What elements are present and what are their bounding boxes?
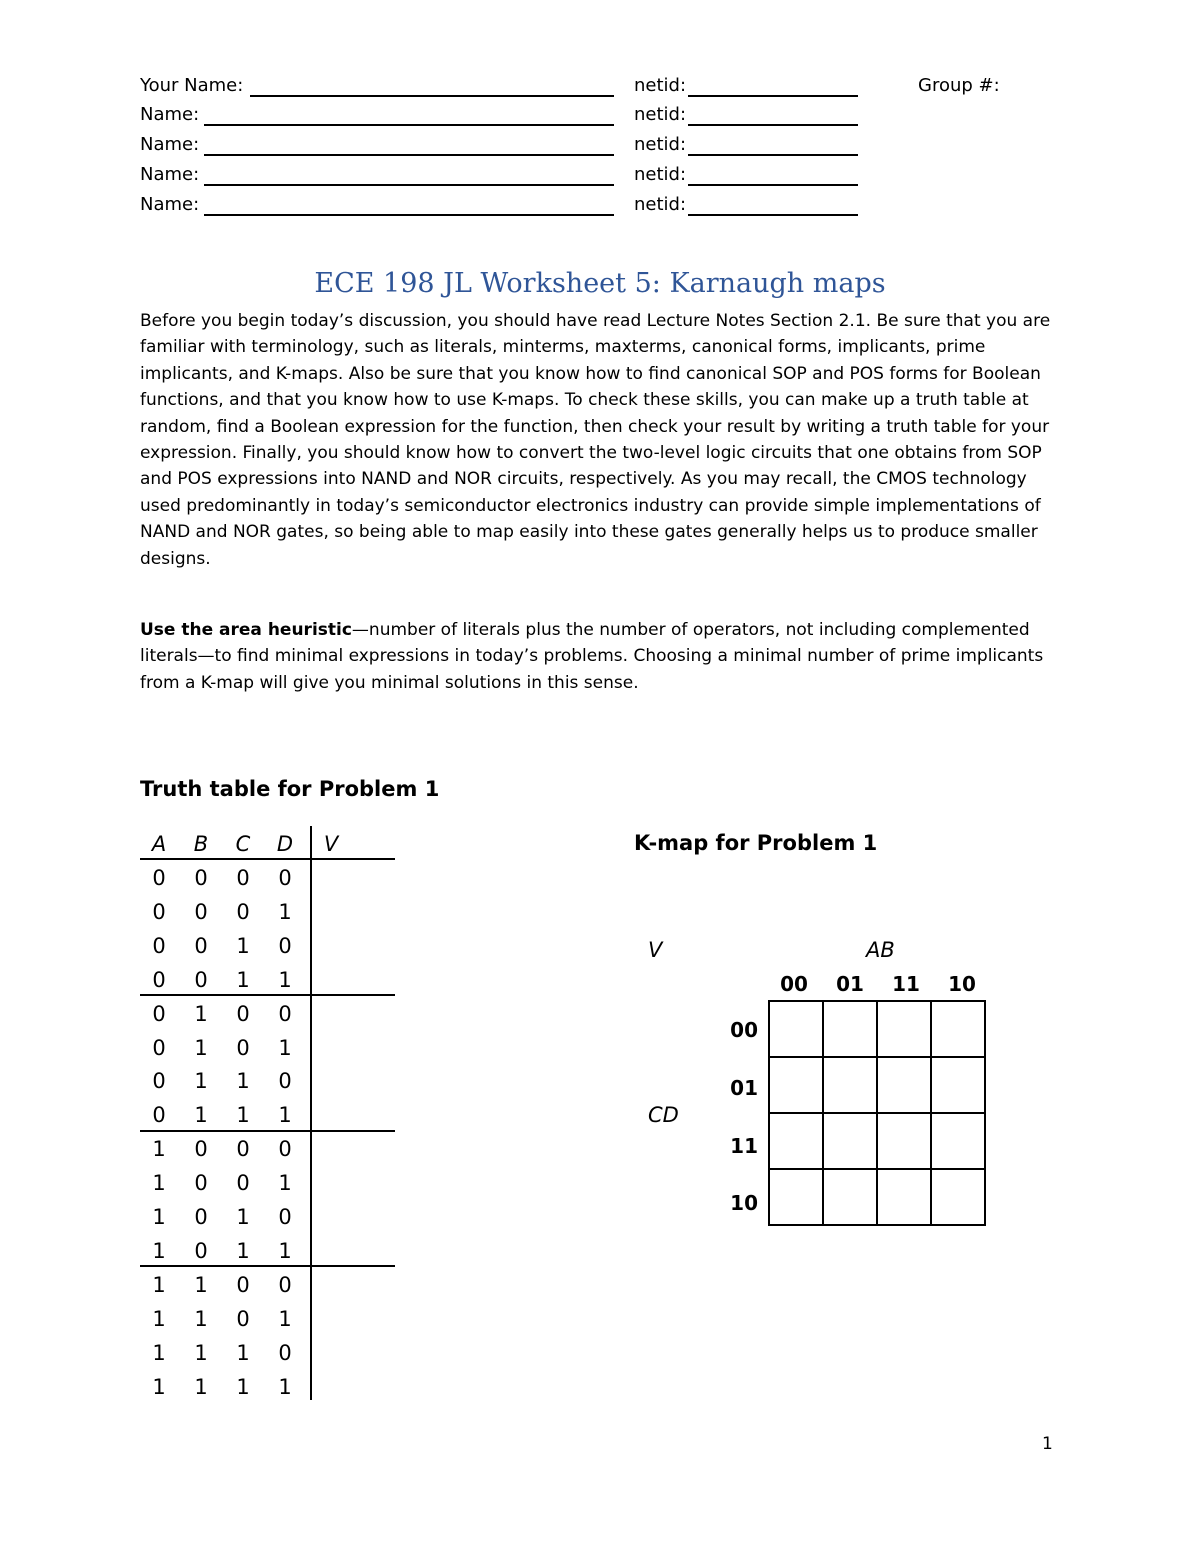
tt-cell: 1 xyxy=(236,1340,250,1365)
page-number: 1 xyxy=(1042,1434,1053,1454)
truth-table-heading: Truth table for Problem 1 xyxy=(140,777,440,801)
kmap-cell[interactable] xyxy=(877,1001,931,1057)
kmap-col-header-11: 11 xyxy=(892,972,920,996)
kmap-cell[interactable] xyxy=(877,1113,931,1169)
netid-label-4: netid: xyxy=(634,194,687,215)
heuristic-text: —number of literals plus the number of operators, not including complemented literals—to find minimal expressions in today’s problems. Choosing a minimal number of prime implicants from a K-map will give you minimal solutions in this sense. xyxy=(140,620,1044,693)
kmap-cell[interactable] xyxy=(931,1001,985,1057)
tt-cell: 0 xyxy=(152,1001,166,1026)
netid-field-2[interactable] xyxy=(688,154,858,156)
netid-field-4[interactable] xyxy=(688,214,858,216)
kmap-cell[interactable] xyxy=(877,1169,931,1225)
tt-output-divider xyxy=(310,826,312,1400)
tt-cell: 0 xyxy=(236,1272,250,1297)
tt-header-c: C xyxy=(235,832,251,856)
tt-cell: 1 xyxy=(152,1340,166,1365)
kmap-cell[interactable] xyxy=(877,1057,931,1113)
tt-cell: 1 xyxy=(278,1238,292,1263)
tt-cell: 1 xyxy=(278,1035,292,1060)
kmap-col-header-01: 01 xyxy=(836,972,864,996)
tt-output-cell[interactable] xyxy=(314,1133,392,1163)
tt-cell: 1 xyxy=(278,1171,292,1196)
tt-cell: 0 xyxy=(194,933,208,958)
tt-output-cell[interactable] xyxy=(314,1337,392,1367)
kmap-row-header-00: 00 xyxy=(730,1018,758,1042)
tt-cell: 1 xyxy=(152,1137,166,1162)
tt-cell: 0 xyxy=(236,1306,250,1331)
tt-header-d: D xyxy=(276,832,294,856)
tt-header-v: V xyxy=(323,832,339,856)
tt-output-cell[interactable] xyxy=(314,1269,392,1299)
tt-header-a: A xyxy=(151,832,167,856)
tt-cell: 1 xyxy=(194,1001,208,1026)
kmap-cell[interactable] xyxy=(823,1057,877,1113)
tt-output-cell[interactable] xyxy=(314,1032,392,1062)
name-field-1[interactable] xyxy=(204,124,614,126)
tt-cell: 1 xyxy=(236,1069,250,1094)
tt-output-cell[interactable] xyxy=(314,896,392,926)
tt-cell: 0 xyxy=(152,1035,166,1060)
tt-cell: 0 xyxy=(194,899,208,924)
tt-cell: 0 xyxy=(194,1137,208,1162)
tt-cell: 0 xyxy=(278,866,292,890)
tt-output-cell[interactable] xyxy=(314,930,392,960)
kmap-column-var-label: AB xyxy=(866,938,895,962)
tt-cell: 0 xyxy=(278,933,292,958)
tt-cell: 0 xyxy=(278,1137,292,1162)
tt-cell: 1 xyxy=(194,1272,208,1297)
tt-cell: 1 xyxy=(236,1103,250,1128)
kmap-cell[interactable] xyxy=(931,1169,985,1225)
tt-cell: 1 xyxy=(194,1069,208,1094)
kmap-grid xyxy=(768,1000,986,1226)
name-field-0[interactable] xyxy=(250,95,614,97)
kmap-heading: K-map for Problem 1 xyxy=(634,831,878,855)
tt-cell: 1 xyxy=(194,1340,208,1365)
name-label-3: Name: xyxy=(140,164,200,185)
tt-output-cell[interactable] xyxy=(314,1167,392,1197)
tt-cell: 1 xyxy=(278,1306,292,1331)
tt-cell: 1 xyxy=(194,1035,208,1060)
tt-cell: 0 xyxy=(278,1069,292,1094)
name-label-1: Name: xyxy=(140,104,200,125)
page-title: ECE 198 JL Worksheet 5: Karnaugh maps xyxy=(314,268,886,299)
tt-cell: 0 xyxy=(278,1001,292,1026)
tt-cell: 0 xyxy=(194,866,208,890)
tt-header-rule xyxy=(140,858,395,860)
tt-cell: 1 xyxy=(278,899,292,924)
tt-output-cell[interactable] xyxy=(314,1099,392,1129)
tt-cell: 1 xyxy=(236,1374,250,1399)
tt-cell: 1 xyxy=(278,967,292,992)
tt-cell: 1 xyxy=(278,1103,292,1128)
tt-cell: 0 xyxy=(236,866,250,890)
netid-label-1: netid: xyxy=(634,104,687,125)
tt-output-cell[interactable] xyxy=(314,862,392,892)
tt-output-cell[interactable] xyxy=(314,1371,392,1401)
kmap-cell[interactable] xyxy=(823,1113,877,1169)
tt-cell: 0 xyxy=(236,1137,250,1162)
kmap-cell[interactable] xyxy=(769,1001,823,1057)
tt-cell: 0 xyxy=(194,967,208,992)
tt-cell: 1 xyxy=(194,1306,208,1331)
kmap-cell[interactable] xyxy=(769,1057,823,1113)
kmap-col-header-00: 00 xyxy=(780,972,808,996)
intro-paragraph: Before you begin today’s discussion, you should have read Lecture Notes Section 2.1. Be sure that you are familiar with terminology, such as literals, minterms, maxterms, canonical forms, implicants, prime implicants, and K-maps. Also be sure that you know how to find canonical SOP and POS forms for Boolean functions, and that you know how to use K-maps. To check these skills, you can make up a truth table at random, find a Boolean expression for the function, then check your result by writing a truth table for your expression. Finally, you should know how to convert the two-level logic circuits that one obtains from SOP and POS expressions into NAND and NOR circuits, respectively. As you may recall, the CMOS technology used predominantly in today’s semiconductor electronics industry can provide simple implementations of NAND and NOR gates, so being able to map easily into these gates generally helps us to produce smaller designs. xyxy=(140,311,1051,569)
kmap-cell[interactable] xyxy=(769,1113,823,1169)
tt-output-cell[interactable] xyxy=(314,964,392,994)
tt-cell: 1 xyxy=(236,967,250,992)
tt-group-rule-2 xyxy=(140,1130,395,1132)
tt-cell: 0 xyxy=(152,1103,166,1128)
heuristic-lead: Use the area heuristic xyxy=(140,620,352,640)
tt-cell: 1 xyxy=(194,1374,208,1399)
tt-cell: 1 xyxy=(236,933,250,958)
kmap-cell[interactable] xyxy=(931,1113,985,1169)
tt-output-cell[interactable] xyxy=(314,1201,392,1231)
name-label-0: Your Name: xyxy=(140,75,244,96)
netid-field-3[interactable] xyxy=(688,184,858,186)
kmap-row-header-11: 11 xyxy=(730,1134,758,1158)
netid-field-1[interactable] xyxy=(688,124,858,126)
kmap-row-var-label: CD xyxy=(648,1103,679,1127)
tt-cell: 0 xyxy=(152,933,166,958)
tt-cell: 1 xyxy=(278,1374,292,1399)
kmap-cell[interactable] xyxy=(769,1169,823,1225)
tt-cell: 0 xyxy=(236,1171,250,1196)
tt-cell: 0 xyxy=(152,967,166,992)
tt-cell: 1 xyxy=(194,1103,208,1128)
kmap-cell[interactable] xyxy=(823,1169,877,1225)
netid-field-0[interactable] xyxy=(688,95,858,97)
name-field-4[interactable] xyxy=(204,214,614,216)
tt-cell: 1 xyxy=(236,1238,250,1263)
tt-group-rule-3 xyxy=(140,1265,395,1267)
tt-cell: 0 xyxy=(236,899,250,924)
tt-cell: 0 xyxy=(236,1001,250,1026)
kmap-col-header-10: 10 xyxy=(948,972,976,996)
name-label-4: Name: xyxy=(140,194,200,215)
tt-header-b: B xyxy=(193,832,209,856)
tt-cell: 0 xyxy=(278,1340,292,1365)
kmap-row-header-01: 01 xyxy=(730,1076,758,1100)
tt-cell: 0 xyxy=(278,1272,292,1297)
kmap-function-label: V xyxy=(648,938,663,962)
heuristic-paragraph xyxy=(140,617,1070,696)
tt-cell: 1 xyxy=(236,1205,250,1229)
name-label-2: Name: xyxy=(140,134,200,155)
tt-cell: 0 xyxy=(278,1205,292,1229)
group-label: Group #: xyxy=(918,75,1000,96)
kmap-cell[interactable] xyxy=(823,1001,877,1057)
kmap-row-header-10: 10 xyxy=(730,1191,758,1215)
tt-cell: 0 xyxy=(194,1238,208,1263)
tt-cell: 1 xyxy=(152,1272,166,1297)
tt-cell: 0 xyxy=(194,1171,208,1196)
netid-label-3: netid: xyxy=(634,164,687,185)
tt-cell: 1 xyxy=(152,1205,166,1229)
name-field-2[interactable] xyxy=(204,154,614,156)
tt-cell: 0 xyxy=(194,1205,208,1229)
name-field-3[interactable] xyxy=(204,184,614,186)
tt-cell: 0 xyxy=(236,1035,250,1060)
tt-cell: 1 xyxy=(152,1306,166,1331)
tt-cell: 1 xyxy=(152,1374,166,1399)
kmap-cell[interactable] xyxy=(931,1057,985,1113)
tt-group-rule-1 xyxy=(140,994,395,996)
tt-cell: 0 xyxy=(152,899,166,924)
tt-cell: 0 xyxy=(152,866,166,890)
tt-output-cell[interactable] xyxy=(314,1303,392,1333)
netid-label-2: netid: xyxy=(634,134,687,155)
tt-cell: 0 xyxy=(152,1069,166,1094)
tt-cell: 1 xyxy=(152,1238,166,1263)
tt-output-cell[interactable] xyxy=(314,1235,392,1265)
tt-output-cell[interactable] xyxy=(314,1065,392,1095)
netid-label-0: netid: xyxy=(634,75,687,96)
tt-cell: 1 xyxy=(152,1171,166,1196)
tt-output-cell[interactable] xyxy=(314,998,392,1028)
